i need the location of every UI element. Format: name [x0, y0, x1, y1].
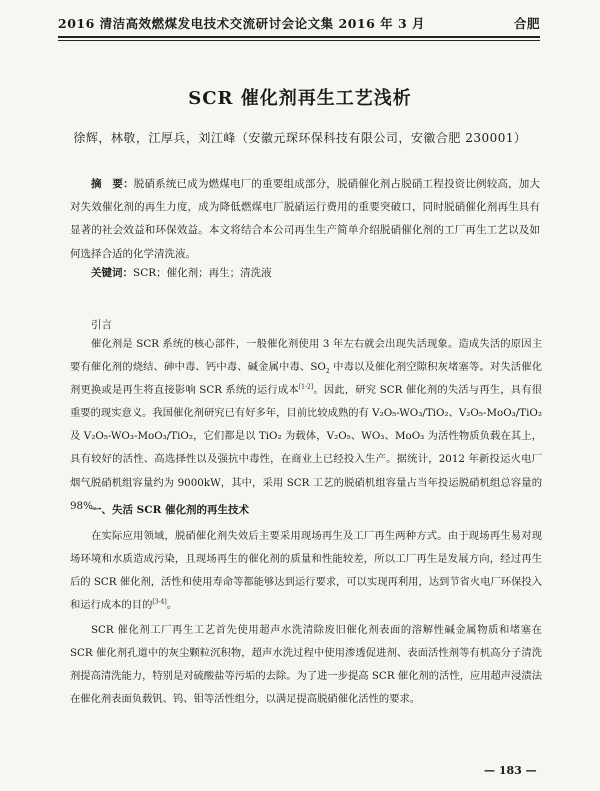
- intro-paragraph: [70, 333, 542, 518]
- abstract: [70, 173, 540, 266]
- intro-paragraph-part-b: 中毒以及催化剂空隙积灰堵塞等。对失活催化剂更换或是再生将直接影响 SCR 系统的运行成本: [70, 361, 542, 397]
- header-rule-thick: [58, 36, 540, 38]
- page-number: — 183 —: [484, 764, 537, 777]
- keywords-text: SCR；催化剂；再生；清洗液: [133, 267, 272, 279]
- citation-3-4: [3-4]: [152, 598, 167, 606]
- keywords: [91, 264, 541, 282]
- intro-paragraph-part-c: 。因此，研究 SCR 催化剂的失活与再生，具有很重要的现实意义。我国催化剂研究已有好多年，目前比较成熟的有 V₂O₅-WO₃/TiO₂、V₂O₅-MoO₃/TiO₂ 及 V₂O₅-WO₃-MoO₃/TiO₂，它们都是以 TiO₂ 为载体，V₂O₅、WO₃、MoO₃ 为活性物质负载在其上，具有较好的活性、高选择性以及强抗中毒性，在商业上已经投入生产。据统计，2012 年新投运火电厂烟气脱硝机组容量约为 9000kW，其中，采用 SCR 工艺的脱硝机组容量占当年投运脱硝机组总容量的 98%。: [70, 384, 542, 512]
- section-1-paragraph-2: SCR 催化剂工厂再生工艺首先使用超声水洗清除废旧催化剂表面的溶解性碱金属物质和堵塞在 SCR 催化剂孔道中的灰尘颗粒沉积物，超声水洗过程中使用渗透促进剂、表面活性剂等有机高分子清洗剂提高清洗能力，特别是对硫酸盐等污垢的去除。为了进一步提高 SCR 催化剂的活性，应用超声浸渍法在催化剂表面负载钒、钨、钼等活性组分，以满足提高脱硝催化活性的要求。: [70, 624, 542, 706]
- header-rule-thin: [58, 40, 540, 41]
- running-header-left: 2016 清洁高效燃煤发电技术交流研讨会论文集 2016 年 3 月: [58, 16, 426, 31]
- running-header-right: 合肥: [513, 16, 540, 31]
- so2-subscript: 2: [325, 368, 330, 376]
- section-1-paragraph-1-text: 在实际应用领域，脱硝催化剂失效后主要采用现场再生及工厂再生两种方式。由于现场再生易对现场环境和水质造成污染，且现场再生的催化剂的质量和性能较差，所以工厂再生是发展方向，经过再生后的 SCR 催化剂，活性和使用寿命等都能够达到运行要求，可以实现再利用，达到节省火电厂环保投入和运行成本的目的: [70, 530, 542, 612]
- section-1-heading: 一、失活 SCR 催化剂的再生技术: [91, 504, 249, 516]
- citation-1-2: [1-2]: [298, 383, 314, 391]
- section-1-paragraph-1: [70, 525, 542, 617]
- paper-title: SCR 催化剂再生工艺浅析: [188, 88, 412, 109]
- running-header: [58, 14, 540, 32]
- intro-heading: 引言: [91, 319, 112, 331]
- intro-paragraph-part-a: 催化剂是 SCR 系统的核心部件，一般催化剂使用 3 年左右就会出现失活现象。造成失活的原因主要有催化剂的烧结、砷中毒、钙中毒、碱金属中毒、SO: [70, 338, 542, 374]
- abstract-text: 脱硝系统已成为燃煤电厂的重要组成部分，脱硝催化剂占脱硝工程投资比例较高，加大对失效催化剂的再生力度，成为降低燃煤电厂脱硝运行费用的重要突破口，同时脱硝催化剂再生具有显著的社会效益和环保效益。本文将结合本公司再生生产简单介绍脱硝催化剂的工厂再生工艺以及如何选择合适的化学清洗液。: [70, 178, 540, 260]
- author-line: 徐辉，林敬，江厚兵，刘江峰（安徽元琛环保科技有限公司，安徽合肥 230001）: [73, 131, 527, 145]
- abstract-label: 摘 要：: [91, 178, 134, 190]
- keywords-label: 关键词：: [91, 267, 133, 279]
- section-1-paragraph-1-end: 。: [166, 599, 178, 612]
